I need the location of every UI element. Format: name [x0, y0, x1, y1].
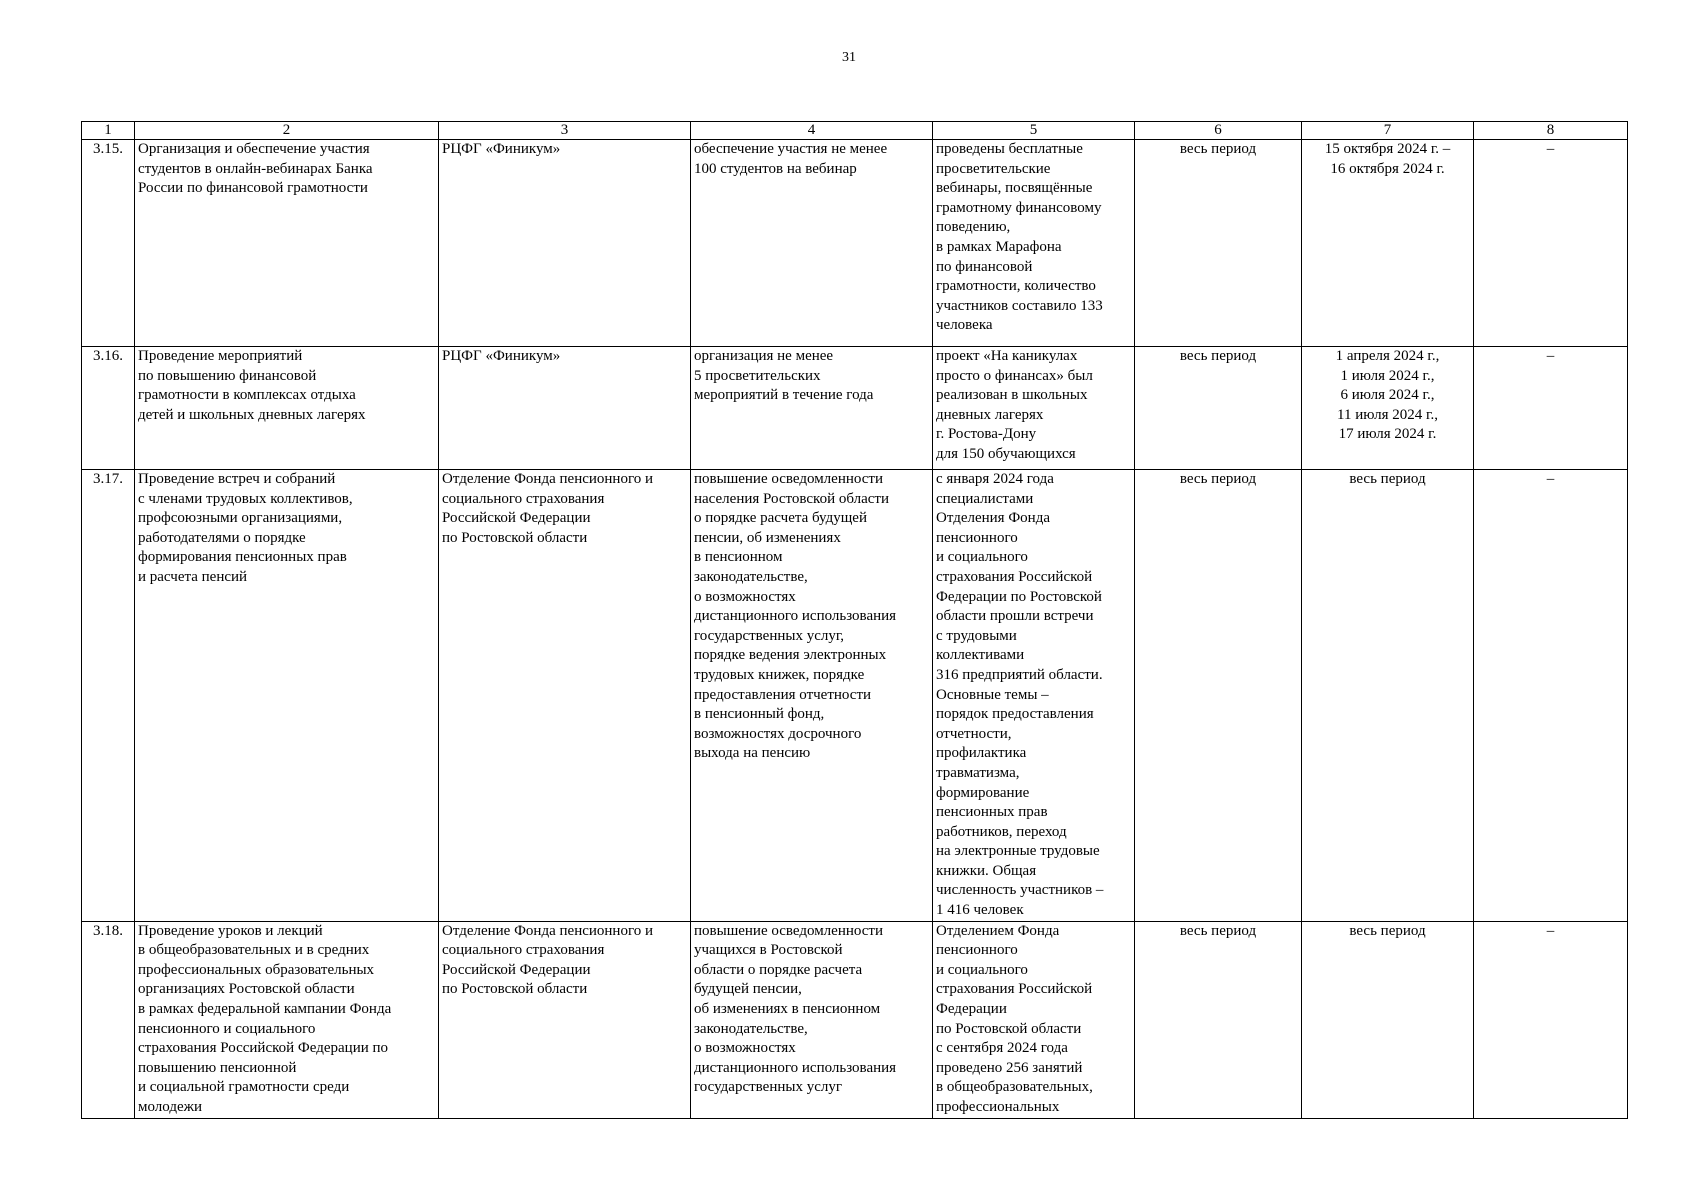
- row-number-cell: 3.15.: [82, 140, 135, 347]
- indicator-cell: обеспечение участия не менее 100 студентов на вебинар: [691, 140, 933, 347]
- result-cell: Отделением Фонда пенсионного и социального страхования Российской Федерации по Ростовской области с сентября 2024 года проведено 256 занятий в общеобразовательных, профессиональных: [933, 921, 1135, 1118]
- row-number-cell: 3.18.: [82, 921, 135, 1118]
- executor-cell: Отделение Фонда пенсионного и социального страхования Российской Федерации по Ростовской области: [439, 921, 691, 1118]
- column-number: 8: [1474, 122, 1628, 140]
- activity-cell: Организация и обеспечение участия студентов в онлайн-вебинарах Банка России по финансовой грамотности: [135, 140, 439, 347]
- row-number-cell: 3.17.: [82, 470, 135, 922]
- column-number: 2: [135, 122, 439, 140]
- table-row: [82, 921, 1628, 1118]
- note-cell: –: [1474, 921, 1628, 1118]
- table-row: [82, 347, 1628, 470]
- note-cell: –: [1474, 470, 1628, 922]
- dates-cell: 15 октября 2024 г. – 16 октября 2024 г.: [1302, 140, 1474, 347]
- dates-cell: 1 апреля 2024 г., 1 июля 2024 г., 6 июля 2024 г., 11 июля 2024 г., 17 июля 2024 г.: [1302, 347, 1474, 470]
- result-cell: проведены бесплатные просветительские вебинары, посвящённые грамотному финансовому поведению, в рамках Марафона по финансовой грамотности, количество участников составило 133 человека: [933, 140, 1135, 347]
- period-cell: весь период: [1135, 140, 1302, 347]
- column-number: 1: [82, 122, 135, 140]
- activity-cell: Проведение встреч и собраний с членами трудовых коллективов, профсоюзными организациями, работодателями о порядке формирования пенсионных прав и расчета пенсий: [135, 470, 439, 922]
- row-number-cell: 3.16.: [82, 347, 135, 470]
- table-row: [82, 140, 1628, 347]
- table-row: [82, 470, 1628, 922]
- report-table: [81, 121, 1628, 1119]
- column-number: 6: [1135, 122, 1302, 140]
- result-cell: с января 2024 года специалистами Отделения Фонда пенсионного и социального страхования Российской Федерации по Ростовской области прошли встречи с трудовыми коллективами 316 предприятий области. Основные темы – порядок предоставления отчетности, профилактика травматизма, формирование пенсионных прав работников, переход на электронные трудовые книжки. Общая численность участников – 1 416 человек: [933, 470, 1135, 922]
- indicator-cell: повышение осведомленности населения Ростовской области о порядке расчета будущей пенсии, об изменениях в пенсионном законодательстве, о возможностях дистанционного использования государственных услуг, порядке ведения электронных трудовых книжек, порядке предоставления отчетности в пенсионный фонд, возможностях досрочного выхода на пенсию: [691, 470, 933, 922]
- dates-cell: весь период: [1302, 470, 1474, 922]
- period-cell: весь период: [1135, 470, 1302, 922]
- note-cell: –: [1474, 347, 1628, 470]
- result-cell: проект «На каникулах просто о финансах» был реализован в школьных дневных лагерях г. Ростова-Дону для 150 обучающихся: [933, 347, 1135, 470]
- executor-cell: Отделение Фонда пенсионного и социального страхования Российской Федерации по Ростовской области: [439, 470, 691, 922]
- page-number: 31: [842, 50, 856, 65]
- dates-cell: весь период: [1302, 921, 1474, 1118]
- executor-cell: РЦФГ «Финикум»: [439, 347, 691, 470]
- note-cell: –: [1474, 140, 1628, 347]
- indicator-cell: повышение осведомленности учащихся в Ростовской области о порядке расчета будущей пенсии, об изменениях в пенсионном законодательстве, о возможностях дистанционного использования государственных услуг: [691, 921, 933, 1118]
- period-cell: весь период: [1135, 347, 1302, 470]
- period-cell: весь период: [1135, 921, 1302, 1118]
- column-number-row: [82, 122, 1628, 140]
- activity-cell: Проведение уроков и лекций в общеобразовательных и в средних профессиональных образовательных организациях Ростовской области в рамках федеральной кампании Фонда пенсионного и социального страхования Российской Федерации по повышению пенсионной и социальной грамотности среди молодежи: [135, 921, 439, 1118]
- column-number: 3: [439, 122, 691, 140]
- activity-cell: Проведение мероприятий по повышению финансовой грамотности в комплексах отдыха детей и школьных дневных лагерях: [135, 347, 439, 470]
- column-number: 5: [933, 122, 1135, 140]
- column-number: 4: [691, 122, 933, 140]
- indicator-cell: организация не менее 5 просветительских мероприятий в течение года: [691, 347, 933, 470]
- executor-cell: РЦФГ «Финикум»: [439, 140, 691, 347]
- column-number: 7: [1302, 122, 1474, 140]
